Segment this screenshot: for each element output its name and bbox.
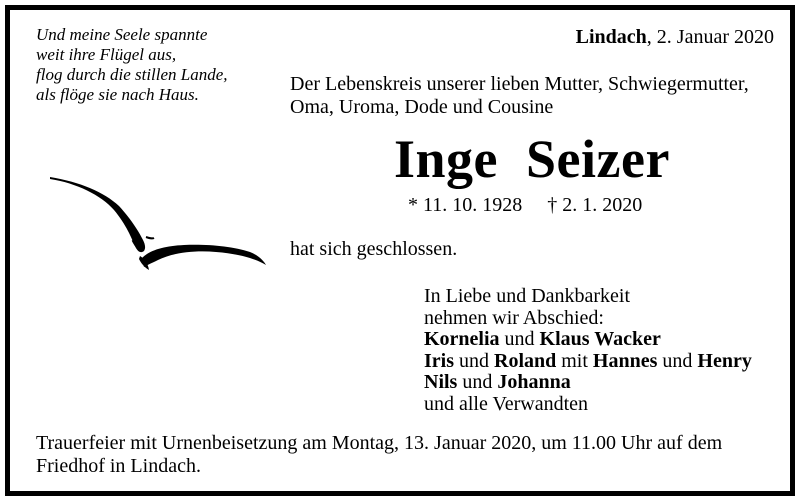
intro-text — [290, 73, 749, 119]
closing-text: hat sich geschlossen. — [290, 238, 458, 260]
family-name: Klaus Wacker — [539, 328, 661, 350]
connector: und — [499, 328, 540, 350]
family-name: Roland — [494, 349, 557, 372]
place-date — [576, 26, 774, 49]
connector: und — [454, 349, 494, 372]
intro-line: Oma, Uroma, Dode und Cousine — [290, 96, 554, 118]
connector: mit — [556, 349, 593, 372]
family-name: Nils — [424, 371, 458, 393]
poem-line: Und meine Seele spannte — [36, 25, 208, 44]
funeral-line: Trauerfeier mit Urnenbeisetzung am Montag, 13. Januar 2020, um 11.00 Uhr auf dem — [36, 432, 723, 454]
obituary-card — [5, 5, 795, 496]
funeral-notice — [36, 432, 722, 478]
poem-line: weit ihre Flügel aus, — [36, 45, 177, 64]
funeral-line: Friedhof in Lindach. — [36, 455, 201, 477]
connector: und — [657, 349, 698, 372]
family-signatures — [424, 286, 752, 415]
poem-line: als flöge sie nach Haus. — [36, 85, 199, 104]
date: , 2. Januar 2020 — [646, 26, 774, 48]
family-line — [424, 372, 752, 394]
intro-line: Der Lebenskreis unserer lieben Mutter, Schwiegermutter, — [290, 73, 749, 95]
family-name: Iris — [424, 349, 454, 372]
family-name: Henry — [697, 349, 752, 372]
poem — [36, 25, 296, 105]
family-line: nehmen wir Abschied: — [424, 306, 604, 329]
family-line: und alle Verwandten — [424, 392, 589, 415]
life-dates: * 11. 10. 1928 † 2. 1. 2020 — [408, 194, 643, 216]
family-line — [424, 351, 752, 373]
connector: und — [457, 371, 498, 393]
family-line — [424, 329, 752, 351]
family-line: In Liebe und Dankbarkeit — [424, 285, 631, 307]
family-name: Johanna — [497, 371, 571, 393]
bird-brush-icon — [46, 166, 266, 276]
family-name: Hannes — [592, 349, 658, 372]
poem-line: flog durch die stillen Lande, — [36, 65, 228, 84]
place: Lindach — [575, 26, 647, 48]
deceased-name: Inge Seizer — [394, 129, 670, 189]
family-name: Kornelia — [424, 328, 500, 350]
